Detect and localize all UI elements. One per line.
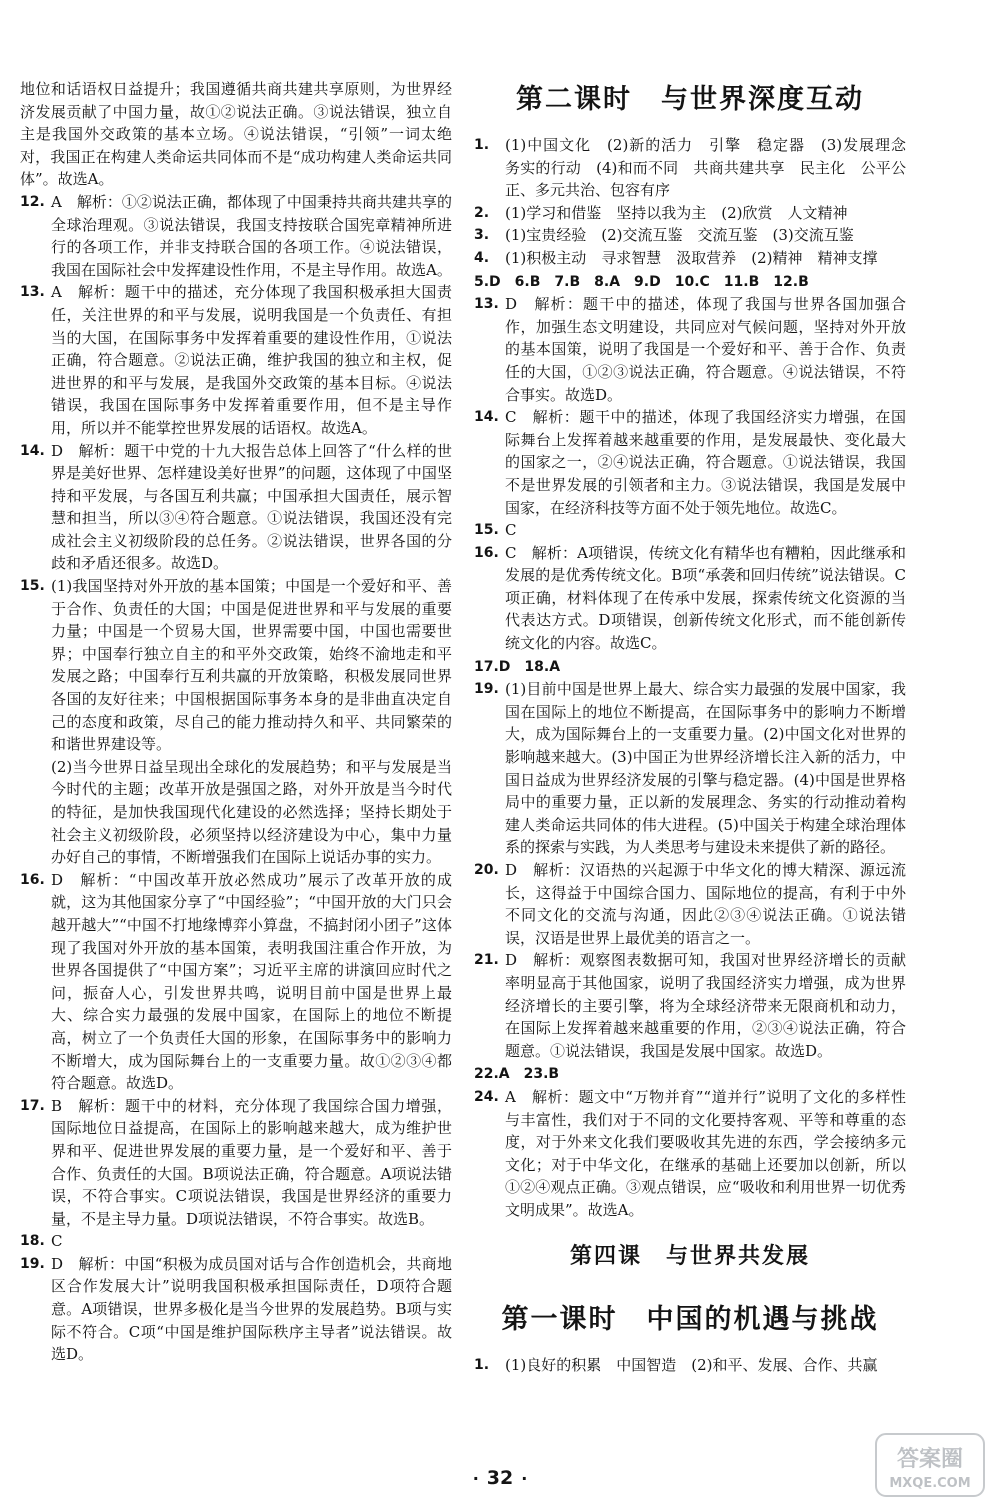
item-number: 24. xyxy=(474,1088,499,1105)
item-text: (1)我国坚持对外开放的基本国策；中国是一个爱好和平、善于合作、负责任的大国；中国是促进世界和平与发展的重要力量；中国是一个贸易大国，世界需要中国，中国也需要世界；中国奉行独立自主的和平外交政策，始终不渝地走和平发展之路；中国奉行互利共赢的开放策略，积极发展同世界各国的友好往来；中国根据国际事务本身的是非曲直决定自己的态度和政策，尽自己的能力推动持久和平、共同繁荣的和谐世界建设等。 xyxy=(51,577,452,754)
item-number: 20. xyxy=(474,862,499,878)
item-text: D 解析：中国“积极为成员国对话与合作创造机会，共商地区合作发展大计”说明我国积极承担国际责任，D项符合题意。A项错误，世界多极化是当今世界的发展趋势。B项与实际不符合。C项“中国是维护国际秩序主导者”说法错误。故选D。 xyxy=(51,1254,452,1364)
answer-item-16 xyxy=(20,869,452,1095)
item-text-extra: (2)当今世界日益呈现出全球化的发展趋势；和平与发展是当今时代的主题；改革开放是强国之路，对外开放是当今时代的特征，是加快我国现代化建设的必然选择；坚持长期处于社会主义初级阶段，必须坚持以经济建设为中心，集中力量办好自己的事情，不断增强我们在国际上说话办事的实力。 xyxy=(51,757,452,867)
item-text: C xyxy=(51,1232,63,1251)
answer-item-15 xyxy=(474,519,906,542)
item-number: 1. xyxy=(474,137,490,153)
answer-item-13 xyxy=(20,281,452,439)
item-number: 19. xyxy=(474,681,499,698)
answer-item-4 xyxy=(474,247,906,270)
item-number: 18. xyxy=(20,1233,45,1250)
item-text: D 解析：题干中的描述，体现了我国与世界各国加强合作，加强生态文明建设，共同应对气候问题，坚持对外开放的基本国策，说明了我国是一个爱好和平、善于合作、负责任的大国，①②③说法正确，符合题意。④说法错误，不符合事实。故选D。 xyxy=(505,295,906,404)
answer-item-18 xyxy=(20,1230,452,1253)
short-answers-17-18 xyxy=(474,655,906,679)
short-answers-5-12 xyxy=(474,270,906,294)
short-answers-text: 22.A 23.B xyxy=(474,1066,560,1083)
answer-item-21 xyxy=(474,949,906,1062)
item-text: D 解析：观察图表数据可知，我国对世界经济增长的贡献率明显高于其他国家，说明了我国经济实力增强，成为世界经济增长的主要引擎，将为全球经济带来无限商机和动力，在国际上发挥着越来越重要的作用，②③④说法正确，符合题意。①说法错误，我国是发展中国家。故选D。 xyxy=(505,951,906,1060)
item-number: 15. xyxy=(20,578,45,595)
item-text: C 解析：题干中的描述，体现了我国经济实力增强，在国际舞台上发挥着越来越重要的作用，是发展最快、变化最大的国家之一，②④说法正确，符合题意。①说法错误，我国不是世界发展的引领者和主力。③说法错误，我国是发展中国家，在经济科技等方面不处于领先地位。故选C。 xyxy=(505,408,906,517)
watermark-line2: MXQE.COM xyxy=(889,1476,971,1491)
answer-item-12 xyxy=(20,191,452,281)
answer-item-19 xyxy=(474,678,906,859)
answer-item-24 xyxy=(474,1086,906,1222)
item-number: 16. xyxy=(474,544,499,561)
item-text: D 解析：汉语热的兴起源于中华文化的博大精深、源远流长，这得益于中国综合国力、国际地位的提高，有利于中外不同文化的交流与沟通，因此②③④说法正确。①说法错误，汉语是世界上最优美的语言之一。 xyxy=(505,861,906,947)
page-dot-right: · xyxy=(521,1469,528,1488)
answer-item-17 xyxy=(20,1095,452,1231)
item-number: 3. xyxy=(474,227,490,244)
item-number: 19. xyxy=(20,1255,45,1272)
item-number: 4. xyxy=(474,249,490,266)
answer-item-14 xyxy=(474,406,906,519)
short-answers-22-23 xyxy=(474,1062,906,1086)
item-text: B 解析：题干中的材料，充分体现了我国综合国力增强，国际地位日益提高，在国际上的影响越来越大，成为维护世界和平、促进世界发展的重要力量，是一个爱好和平、善于合作、负责任的大国。B项说法正确，符合题意。A项说法错误，不符合事实。C项说法错误，我国是世界经济的重要力量，不是主导力量。D项说法错误，不符合事实。故选B。 xyxy=(51,1096,452,1228)
watermark-logo xyxy=(874,1432,986,1498)
answer-item-14 xyxy=(20,440,452,576)
answer-item-1-new-section xyxy=(474,1354,906,1377)
answer-item-3 xyxy=(474,224,906,247)
short-answers-text: 17.D 18.A xyxy=(474,658,561,675)
page-number-text: 32 xyxy=(486,1467,514,1489)
answer-item-1 xyxy=(474,134,922,202)
item-text: D 解析：题干中党的十九大报告总体上回答了“什么样的世界是美好世界、怎样建设美好世界”的问题，这体现了中国坚持和平发展，与各国互利共赢；中国承担大国责任，展示智慧和担当，所以③④符合题意。①说法错误，我国还没有完成社会主义初级阶段的总任务。②说法错误，世界各国的分歧和矛盾还很多。故选D。 xyxy=(51,441,452,573)
intro-paragraph: 地位和话语权日益提升；我国遵循共商共建共享原则，为世界经济发展贡献了中国力量，故①②说法正确。③说法错误，独立自主是我国外交政策的基本立场。④说法错误，“引领”一词太绝对，我国正在构建人类命运共同体而不是“成功构建人类命运共同体”。故选A。 xyxy=(20,80,452,189)
item-text: D 解析：“中国改革开放必然成功”展示了改革开放的成就，这为其他国家分享了“中国经验”；“中国开放的大门只会越开越大”“中国不打地缘博弈小算盘，不搞封闭小团子”这体现了我国对外开放的基本国策，表明我国注重合作开放，为世界各国提供了“中国方案”；习近平主席的讲演回应时代之问，振奋人心，引发世界共鸣，说明目前中国是世界上最大、综合实力最强的发展中国家，在国际上的地位不断提高，树立了一个负责任大国的形象，在国际事务中的影响力不断增大，成为国际舞台上的一支重要力量。故①②③④都符合题意。故选D。 xyxy=(51,870,452,1093)
item-text: C 解析：A项错误，传统文化有精华也有糟粕，因此继承和发展的是优秀传统文化。B项“承袭和回归传统”说法错误。C项正确，材料体现了在传承中发展，探索传统文化资源的当代表达方式。D项错误，创新传统文化形式，而不能创新传统文化的内容。故选C。 xyxy=(505,543,906,653)
item-text: (1)目前中国是世界上最大、综合实力最强的发展中国家，我国在国际上的地位不断提高，在国际事务中的影响力不断增大，成为国际舞台上的一支重要力量。(2)中国文化对世界的影响越来越大。(3)中国正为世界经济增长注入新的活力，中国日益成为世界经济发展的引擎与稳定器。(4)中国是世界格局中的重要力量，正以新的发展理念、务实的行动推动着构建人类命运共同体的伟大进程。(5)中国关于构建全球治理体系的探索与实践，为人类思考与建设未来提供了新的路径。 xyxy=(505,680,906,857)
item-text: (1)宝贵经验 (2)交流互鉴 交流互鉴 (3)交流互鉴 xyxy=(505,226,854,245)
item-text: (1)学习和借鉴 坚持以我为主 (2)欣赏 人文精神 xyxy=(505,203,848,222)
item-text: (1)良好的积累 中国智造 (2)和平、发展、合作、共赢 xyxy=(505,1355,878,1374)
item-number: 1. xyxy=(474,1356,490,1373)
item-text: (1)中国文化 (2)新的活力 引擎 稳定器 (3)发展理念 务实的行动 (4)和而不同 共商共建共享 民主化 公平公正、多元共治、包容有序 xyxy=(505,136,922,200)
answer-item-20 xyxy=(474,859,906,949)
watermark-line1: 答案圈 xyxy=(896,1447,964,1472)
item-text: (1)积极主动 寻求智慧 汲取营养 (2)精神 精神支撑 xyxy=(505,248,878,267)
item-text: C xyxy=(505,521,517,540)
item-number: 13. xyxy=(20,284,45,301)
item-number: 15. xyxy=(474,522,499,539)
item-text: A 解析：题文中“万物并育”“道并行”说明了文化的多样性与丰富性，我们对于不同的文化要持客观、平等和尊重的态度，对于外来文化我们要吸收其先进的东西，学会接纳多元文化；对于中华文化，在继承的基础上还要加以创新，所以①②④观点正确。③观点错误，应“吸收和利用世界一切优秀文明成果”。故选A。 xyxy=(505,1087,906,1219)
left-column xyxy=(20,78,452,1366)
page-dot-left: · xyxy=(472,1469,479,1488)
item-text: A 解析：题干中的描述，充分体现了我国积极承担大国责任，关注世界的和平与发展，说明我国是一个负责任、有担当的大国，在国际事务中发挥着重要的建设性作用，①说法正确，符合题意。②说法正确，维护我国的独立和主权，促进世界的和平与发展，是我国外交政策的基本目标。④说法错误，我国在国际事务中发挥着重要作用，但不是主导作用，所以并不能掌控世界发展的话语权。故选A。 xyxy=(51,283,452,437)
section-title: 第二课时 与世界深度互动 xyxy=(516,84,864,115)
answer-item-13 xyxy=(474,293,906,406)
item-number: 12. xyxy=(20,193,45,210)
answer-item-15 xyxy=(20,575,452,869)
item-number: 14. xyxy=(474,409,499,426)
answer-item-19 xyxy=(20,1253,452,1366)
item-number: 16. xyxy=(20,871,45,888)
lesson-title: 第四课 与世界共发展 xyxy=(569,1242,810,1269)
section-title-2: 第一课时 中国的机遇与挑战 xyxy=(501,1303,879,1335)
item-number: 14. xyxy=(20,442,45,459)
short-answers-text: 5.D 6.B 7.B 8.A 9.D 10.C 11.B 12.B xyxy=(474,273,809,290)
answer-item-2 xyxy=(474,202,906,225)
page-number xyxy=(0,1467,1000,1489)
item-number: 2. xyxy=(474,204,490,221)
item-text: A 解析：①②说法正确，都体现了中国秉持共商共建共享的全球治理观。③说法错误，我国支持按联合国宪章精神所进行的各项工作，并非支持联合国的各项工作。④说法错误，我国在国际社会中发挥建设性作用，不是主导作用。故选A。 xyxy=(51,192,452,279)
item-number: 17. xyxy=(20,1097,45,1114)
answer-item-16 xyxy=(474,542,906,655)
item-number: 13. xyxy=(474,296,499,313)
item-number: 21. xyxy=(474,952,499,969)
right-column xyxy=(474,78,922,1376)
